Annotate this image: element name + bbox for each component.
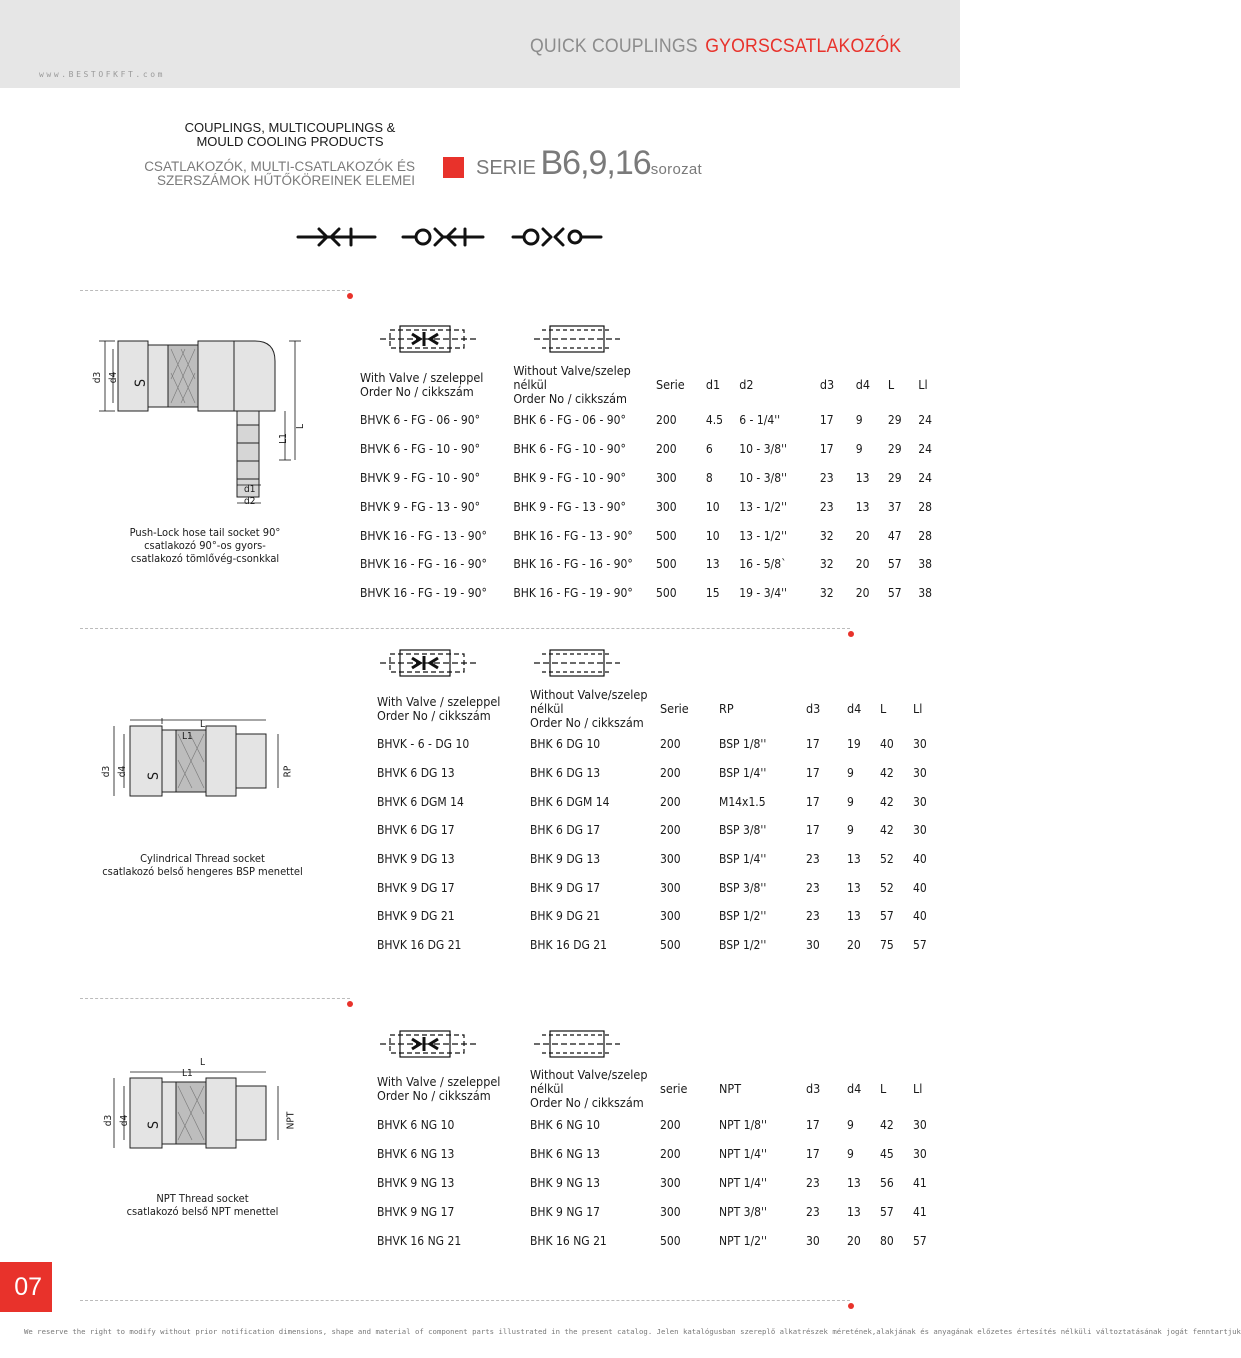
intro-title-en: COUPLINGS, MULTICOUPLINGS & MOULD COOLING PRODUCTS (184, 120, 396, 149)
table-cell: BHVK 6 DGM 14 (377, 794, 464, 809)
page-number: 07 (0, 1262, 52, 1312)
table-cell: BHK 6 DGM 14 (530, 794, 610, 809)
dim-d2: d2 (244, 496, 256, 507)
table-cell: NPT 1/4'' (719, 1146, 767, 1161)
table-cell: 47 (887, 528, 902, 543)
table-cell: 16 - 5/8` (739, 557, 787, 572)
dim-d4: d4 (119, 1114, 131, 1127)
table-cell: 41 (913, 1175, 927, 1190)
table-cell: 17 (819, 442, 834, 457)
table-cell: 200 (660, 737, 681, 752)
table-cell: 57 (880, 909, 894, 924)
table-cell: 24 (918, 413, 932, 428)
table-cell: 500 (660, 938, 681, 953)
table-cell: 300 (660, 909, 681, 924)
col-l: L (880, 701, 887, 716)
table-row (377, 1226, 937, 1255)
table-cell: 28 (918, 528, 932, 543)
table-cell: 52 (880, 880, 894, 895)
table-row (377, 873, 937, 902)
table-cell: 9 (847, 823, 854, 838)
table-cell: 200 (660, 1146, 681, 1161)
table-cell: 500 (655, 586, 677, 601)
table-cell: BHK 16 DG 21 (530, 938, 608, 953)
table-cell: 300 (660, 852, 681, 867)
table-cell: 56 (880, 1175, 894, 1190)
section2-header-row (377, 688, 937, 730)
table-cell: BHVK 9 - FG - 10 - 90° (360, 470, 480, 485)
col-with-valve: With Valve / szeleppel Order No / cikkszám (377, 1074, 501, 1103)
website-url[interactable]: www.BESTOFKFT.com (39, 70, 166, 79)
dim-d1: d1 (244, 484, 256, 495)
col-ll: Ll (913, 1081, 923, 1096)
table-cell: 17 (806, 794, 820, 809)
table-cell: BHK 9 DG 17 (530, 880, 601, 895)
table-cell: M14x1.5 (719, 794, 766, 809)
table-cell: 10 - 3/8'' (739, 442, 787, 457)
table-cell: 300 (660, 1175, 681, 1190)
separator (80, 998, 350, 999)
table-cell: 6 - 1/4'' (739, 413, 781, 428)
table-cell: 38 (918, 586, 932, 601)
separator (80, 1300, 850, 1301)
bsp-socket-drawing-icon (100, 720, 310, 810)
section3-label: NPT Thread socket csatlakozó belső NPT menettel (126, 1192, 279, 1218)
dim-s: S (133, 379, 149, 387)
table-cell: 17 (819, 413, 834, 428)
table-cell: 9 (847, 766, 854, 781)
dim-d4: d4 (108, 371, 120, 384)
col-d3: d3 (806, 1081, 821, 1096)
section1-header-row (360, 364, 932, 406)
col-without-valve: Without Valve/szelep nélkül Order No / cikkszám (530, 687, 648, 730)
table-cell: BHVK 6 DG 13 (377, 766, 455, 781)
coupling-symbols-icon (295, 226, 605, 248)
dim-d3: d3 (103, 1114, 115, 1127)
footer-disclaimer: We reserve the right to modify without prior notification dimensions, shape and material of component parts illustrated in the present catalog. Jelen katalógusban szereplő alkatrészek méretének,alakjának és anyagának előzetes értesítés nélküli változtatásának jogát fenntartjuk (24, 1327, 1241, 1336)
table-cell: 30 (913, 766, 927, 781)
table-cell: 28 (918, 499, 932, 514)
table-cell: 13 (855, 499, 870, 514)
table-cell: 20 (855, 528, 870, 543)
table-cell: 29 (887, 413, 902, 428)
table-row (360, 550, 932, 579)
table-cell: 13 (847, 880, 861, 895)
table-cell: 19 (847, 737, 861, 752)
with-valve-icon (378, 1027, 478, 1061)
table-cell: 20 (847, 1233, 861, 1248)
table-cell: 32 (819, 557, 834, 572)
table-row (377, 816, 937, 845)
section1-table (360, 364, 932, 608)
col-d2: d2 (739, 377, 754, 392)
col-d4: d4 (847, 1081, 862, 1096)
table-cell: 42 (880, 1117, 894, 1132)
table-cell: 30 (913, 1117, 927, 1132)
table-cell: BHVK 16 - FG - 13 - 90° (360, 528, 487, 543)
table-cell: 200 (655, 413, 677, 428)
table-cell: 30 (806, 938, 820, 953)
table-cell: 57 (887, 586, 902, 601)
table-cell: 23 (806, 880, 820, 895)
table-cell: 32 (819, 528, 834, 543)
without-valve-icon (532, 1027, 622, 1061)
table-cell: NPT 1/8'' (719, 1117, 767, 1132)
table-cell: 37 (887, 499, 902, 514)
table-row (377, 787, 937, 816)
table-cell: 42 (880, 823, 894, 838)
without-valve-icon (532, 646, 622, 680)
table-cell: BHK 9 DG 13 (530, 852, 601, 867)
table-row (360, 492, 932, 521)
table-cell: 200 (660, 823, 681, 838)
table-cell: 200 (660, 1117, 681, 1132)
table-cell: 24 (918, 470, 932, 485)
table-cell: 57 (913, 938, 927, 953)
separator-dot (347, 1001, 353, 1007)
table-cell: BHVK 9 NG 17 (377, 1204, 455, 1219)
table-cell: 23 (806, 909, 820, 924)
col-without-valve: Without Valve/szelep nélkül Order No / cikkszám (513, 363, 631, 406)
table-row (360, 521, 932, 550)
dim-l: L (200, 719, 206, 730)
separator (80, 290, 350, 291)
table-cell: BHK 16 NG 21 (530, 1233, 607, 1248)
table-cell: 300 (655, 470, 677, 485)
dim-s: S (146, 772, 162, 780)
table-cell: BSP 1/2'' (719, 909, 767, 924)
col-ll: Ll (913, 701, 923, 716)
dim-l: L (295, 423, 307, 430)
table-cell: 6 (705, 442, 713, 457)
table-cell: BHK 6 - FG - 10 - 90° (513, 442, 626, 457)
col-ll: Ll (918, 377, 928, 392)
table-cell: 23 (806, 1204, 820, 1219)
table-cell: 17 (806, 766, 820, 781)
table-cell: BHVK 16 - FG - 19 - 90° (360, 586, 487, 601)
table-cell: BHVK 9 DG 17 (377, 880, 455, 895)
table-cell: 17 (806, 823, 820, 838)
table-cell: 13 (847, 1175, 861, 1190)
table-cell: BHK 6 NG 10 (530, 1117, 600, 1132)
table-cell: BHK 6 DG 13 (530, 766, 601, 781)
table-cell: 42 (880, 794, 894, 809)
table-cell: BHK 6 DG 17 (530, 823, 601, 838)
dim-l1: L1 (277, 433, 289, 444)
table-cell: 40 (913, 852, 927, 867)
table-cell: 500 (655, 557, 677, 572)
table-row (377, 845, 937, 874)
col-with-valve: With Valve / szeleppel Order No / cikkszám (360, 370, 484, 399)
table-cell: 19 - 3/4'' (739, 586, 787, 601)
table-cell: 75 (880, 938, 894, 953)
dim-d3: d3 (101, 765, 113, 778)
table-cell: BHK 16 - FG - 16 - 90° (513, 557, 633, 572)
table-cell: 300 (660, 1204, 681, 1219)
section2-label: Cylindrical Thread socket csatlakozó belső hengeres BSP menettel (102, 852, 303, 878)
section2-table (377, 688, 937, 960)
serie-heading: SERIE B6,9,16sorozat (476, 144, 702, 182)
page-title: QUICK COUPLINGS GYORSCSATLAKOZÓK (530, 36, 902, 57)
table-row (360, 464, 932, 493)
table-cell: 9 (847, 794, 854, 809)
section1-label: Push-Lock hose tail socket 90° csatlakozó 90°-os gyors- csatlakozó tömlővég-csonkkal (129, 526, 281, 565)
table-row (377, 759, 937, 788)
table-cell: 45 (880, 1146, 894, 1161)
table-cell: 40 (913, 909, 927, 924)
table-cell: 20 (847, 938, 861, 953)
col-d4: d4 (847, 701, 862, 716)
table-cell: BHVK 6 DG 17 (377, 823, 455, 838)
table-cell: 24 (918, 442, 932, 457)
dim-l: L (200, 1057, 206, 1068)
separator-dot (347, 293, 353, 299)
socket-90-drawing-icon (85, 335, 325, 525)
table-cell: NPT 1/4'' (719, 1175, 767, 1190)
table-cell: 17 (806, 1146, 820, 1161)
table-cell: BHVK 9 DG 13 (377, 852, 455, 867)
table-cell: 30 (913, 823, 927, 838)
table-cell: NPT 1/2'' (719, 1233, 767, 1248)
table-cell: 40 (913, 880, 927, 895)
table-cell: 23 (806, 852, 820, 867)
table-cell: 9 (855, 413, 863, 428)
col-serie: serie (660, 1081, 688, 1096)
col-without-valve: Without Valve/szelep nélkül Order No / cikkszám (530, 1067, 648, 1110)
table-cell: BHK 9 DG 21 (530, 909, 601, 924)
table-cell: 23 (819, 470, 834, 485)
section3-table (377, 1068, 937, 1255)
table-row (377, 1110, 937, 1139)
table-cell: BHK 9 - FG - 13 - 90° (513, 499, 626, 514)
table-cell: 9 (847, 1146, 854, 1161)
table-cell: BHK 6 - FG - 06 - 90° (513, 413, 626, 428)
table-cell: 13 (847, 1204, 861, 1219)
table-cell: 10 (705, 528, 720, 543)
npt-socket-drawing-icon (100, 1072, 310, 1162)
col-npt: NPT (719, 1081, 742, 1096)
table-cell: BHVK 9 DG 21 (377, 909, 455, 924)
table-row (377, 730, 937, 759)
table-cell: BSP 1/4'' (719, 852, 767, 867)
table-cell: 30 (806, 1233, 820, 1248)
separator-dot (848, 1303, 854, 1309)
col-serie: Serie (660, 701, 689, 716)
table-cell: 13 - 1/2'' (739, 528, 787, 543)
table-row (360, 435, 932, 464)
table-cell: BHK 16 - FG - 13 - 90° (513, 528, 633, 543)
table-row (377, 1168, 937, 1197)
table-cell: BHK 9 - FG - 10 - 90° (513, 470, 626, 485)
table-cell: BSP 1/8'' (719, 737, 767, 752)
table-cell: 500 (660, 1233, 681, 1248)
dim-npt: NPT (285, 1111, 297, 1130)
table-cell: BHK 6 DG 10 (530, 737, 601, 752)
dim-d3: d3 (92, 371, 104, 384)
col-d4: d4 (855, 377, 870, 392)
dim-s: S (146, 1121, 162, 1129)
table-cell: BHVK 16 - FG - 16 - 90° (360, 557, 487, 572)
table-cell: 40 (880, 737, 894, 752)
section3-header-row (377, 1068, 937, 1110)
table-cell: NPT 3/8'' (719, 1204, 767, 1219)
table-cell: BHVK 16 NG 21 (377, 1233, 462, 1248)
separator-dot (848, 631, 854, 637)
table-cell: BHVK - 6 - DG 10 (377, 737, 470, 752)
table-cell: 17 (806, 737, 820, 752)
intro-title-hu: CSATLAKOZÓK, MULTI-CSATLAKOZÓK ÉS SZERSZÁMOK HŰTŐKÖREINEK ELEMEI (144, 159, 415, 188)
table-cell: 500 (655, 528, 677, 543)
table-cell: 300 (655, 499, 677, 514)
table-cell: BHVK 6 - FG - 10 - 90° (360, 442, 480, 457)
table-cell: 8 (705, 470, 713, 485)
col-with-valve: With Valve / szeleppel Order No / cikkszám (377, 694, 501, 723)
table-row (377, 1197, 937, 1226)
table-cell: 4.5 (705, 413, 724, 428)
table-cell: BHK 16 - FG - 19 - 90° (513, 586, 633, 601)
table-cell: 20 (855, 586, 870, 601)
table-cell: BHVK 6 NG 13 (377, 1146, 455, 1161)
table-cell: 10 (705, 499, 720, 514)
table-cell: 13 (855, 470, 870, 485)
dim-l1: L1 (182, 1068, 193, 1079)
table-cell: 41 (913, 1204, 927, 1219)
col-serie: Serie (655, 377, 685, 392)
table-row (377, 931, 937, 960)
table-cell: 10 - 3/8'' (739, 470, 787, 485)
table-cell: 29 (887, 470, 902, 485)
table-cell: 57 (880, 1204, 894, 1219)
table-cell: BSP 1/4'' (719, 766, 767, 781)
separator (80, 628, 850, 629)
table-cell: 300 (660, 880, 681, 895)
without-valve-icon (532, 322, 622, 356)
table-cell: 30 (913, 737, 927, 752)
table-cell: BHVK 9 NG 13 (377, 1175, 455, 1190)
col-d3: d3 (819, 377, 835, 392)
table-cell: BHK 6 NG 13 (530, 1146, 600, 1161)
table-cell: 15 (705, 586, 720, 601)
table-cell: BSP 1/2'' (719, 938, 767, 953)
table-cell: 200 (660, 766, 681, 781)
col-d3: d3 (806, 701, 821, 716)
table-row (360, 406, 932, 435)
table-row (377, 902, 937, 931)
table-cell: BHVK 9 - FG - 13 - 90° (360, 499, 480, 514)
table-cell: 57 (913, 1233, 927, 1248)
table-cell: 200 (660, 794, 681, 809)
dim-d4: d4 (117, 765, 129, 778)
table-cell: 13 (847, 909, 861, 924)
table-cell: 200 (655, 442, 677, 457)
table-cell: BSP 3/8'' (719, 880, 767, 895)
table-cell: 13 (847, 852, 861, 867)
table-cell: BSP 3/8'' (719, 823, 767, 838)
table-cell: 38 (918, 557, 932, 572)
table-row (360, 579, 932, 608)
col-l: L (887, 377, 895, 392)
table-cell: 80 (880, 1233, 894, 1248)
table-cell: 42 (880, 766, 894, 781)
table-cell: 9 (855, 442, 863, 457)
table-cell: BHVK 16 DG 21 (377, 938, 462, 953)
table-cell: BHVK 6 NG 10 (377, 1117, 455, 1132)
table-cell: 57 (887, 557, 902, 572)
dim-l1: L1 (182, 731, 193, 742)
table-cell: 20 (855, 557, 870, 572)
table-cell: 13 - 1/2'' (739, 499, 787, 514)
table-cell: 29 (887, 442, 902, 457)
serie-marker (443, 157, 464, 178)
with-valve-icon (378, 646, 478, 680)
with-valve-icon (378, 322, 478, 356)
table-cell: 30 (913, 1146, 927, 1161)
dim-rp: RP (282, 765, 294, 778)
col-l: L (880, 1081, 887, 1096)
table-cell: 17 (806, 1117, 820, 1132)
table-cell: 32 (819, 586, 834, 601)
table-cell: 13 (705, 557, 720, 572)
table-cell: BHK 9 NG 13 (530, 1175, 600, 1190)
col-rp: RP (719, 701, 734, 716)
table-cell: 23 (819, 499, 834, 514)
table-cell: 9 (847, 1117, 854, 1132)
table-cell: 30 (913, 794, 927, 809)
table-cell: 52 (880, 852, 894, 867)
table-cell: BHVK 6 - FG - 06 - 90° (360, 413, 480, 428)
table-cell: BHK 9 NG 17 (530, 1204, 600, 1219)
table-row (377, 1139, 937, 1168)
table-cell: 23 (806, 1175, 820, 1190)
col-d1: d1 (705, 377, 721, 392)
